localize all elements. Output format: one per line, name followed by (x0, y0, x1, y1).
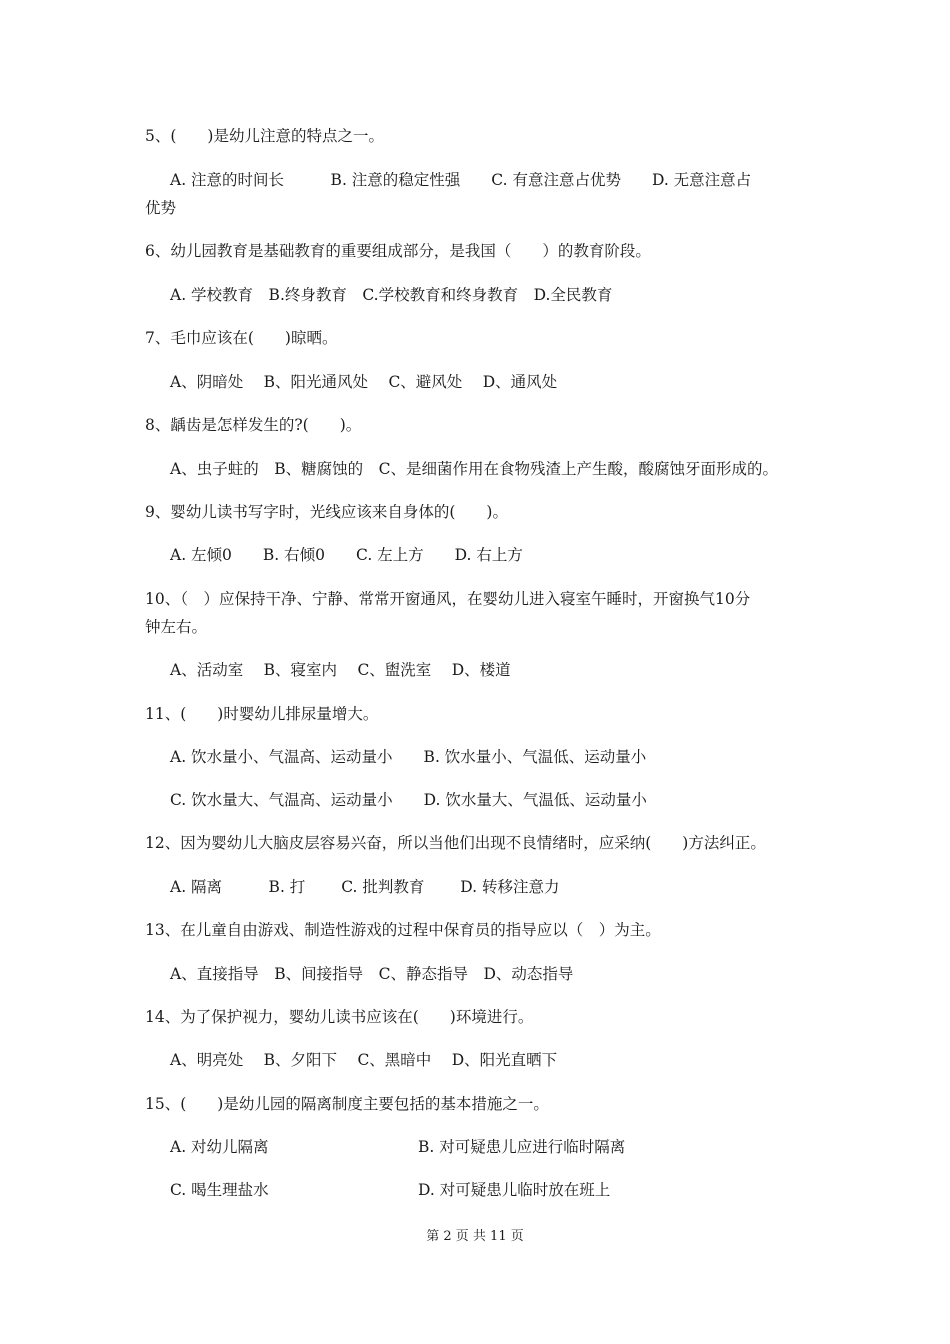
question-13: 13、在儿童自由游戏、制造性游戏的过程中保育员的指导应以（ ）为主。 (145, 921, 661, 939)
question-5-options: A. 注意的时间长 B. 注意的稳定性强 C. 有意注意占优势 D. 无意注意占 (170, 171, 752, 189)
question-6-options: A. 学校教育 B.终身教育 C.学校教育和终身教育 D.全民教育 (170, 286, 613, 304)
question-12: 12、因为婴幼儿大脑皮层容易兴奋，所以当他们出现不良情绪时，应采纳( )方法纠正。 (145, 834, 766, 852)
question-14-options: A、明亮处 B、夕阳下 C、黑暗中 D、阳光直晒下 (170, 1051, 558, 1069)
question-15-option-a: A. 对幼儿隔离 (170, 1138, 269, 1156)
question-5: 5、( )是幼儿注意的特点之一。 (145, 127, 384, 145)
question-9-options: A. 左倾0 B. 右倾0 C. 左上方 D. 右上方 (170, 546, 523, 564)
question-11: 11、( )时婴幼儿排尿量增大。 (145, 705, 379, 723)
question-15-option-c: C. 喝生理盐水 (170, 1181, 269, 1199)
question-15-option-d: D. 对可疑患儿临时放在班上 (418, 1181, 611, 1199)
question-15: 15、( )是幼儿园的隔离制度主要包括的基本措施之一。 (145, 1095, 549, 1113)
question-10-options: A、活动室 B、寝室内 C、盥洗室 D、楼道 (170, 661, 511, 679)
question-9: 9、婴幼儿读书写字时，光线应该来自身体的( )。 (145, 503, 508, 521)
question-14: 14、为了保护视力，婴幼儿读书应该在( )环境进行。 (145, 1008, 534, 1026)
question-10: 10、（ ）应保持干净、宁静、常常开窗通风，在婴幼儿进入寝室午睡时，开窗换气10分 (145, 590, 751, 608)
question-5-options-cont: 优势 (145, 199, 177, 217)
question-8-options: A、虫子蛀的 B、糖腐蚀的 C、是细菌作用在食物残渣上产生酸，酸腐蚀牙面形成的。 (170, 460, 778, 478)
question-7: 7、毛巾应该在( )晾晒。 (145, 329, 338, 347)
question-8: 8、龋齿是怎样发生的?( )。 (145, 416, 362, 434)
question-7-options: A、阴暗处 B、阳光通风处 C、避风处 D、通风处 (170, 373, 558, 391)
question-6: 6、幼儿园教育是基础教育的重要组成部分，是我国（ ）的教育阶段。 (145, 242, 651, 260)
question-13-options: A、直接指导 B、间接指导 C、静态指导 D、动态指导 (170, 965, 574, 983)
question-15-option-b: B. 对可疑患儿应进行临时隔离 (418, 1138, 626, 1156)
question-10-cont: 钟左右。 (145, 618, 208, 636)
question-12-options: A. 隔离 B. 打 C. 批判教育 D. 转移注意力 (170, 878, 560, 896)
page-footer: 第 2 页 共 11 页 (426, 1229, 524, 1244)
question-11-options-2: C. 饮水量大、气温高、运动量小 D. 饮水量大、气温低、运动量小 (170, 791, 647, 809)
question-11-options-1: A. 饮水量小、气温高、运动量小 B. 饮水量小、气温低、运动量小 (170, 748, 647, 766)
